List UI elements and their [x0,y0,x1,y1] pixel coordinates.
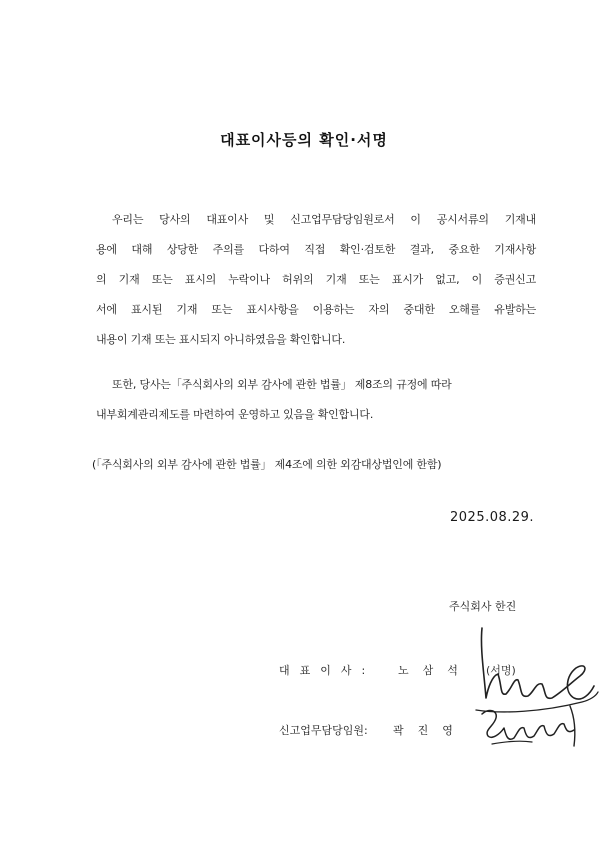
internal-control-paragraph [96,370,536,430]
confirmation-paragraph [96,205,536,355]
paragraph-line: 의 기재 또는 표시의 누락이나 허위의 기재 또는 표시가 없고, 이 증권신고 [96,273,536,286]
paragraph-line: 내용이 기재 또는 표시되지 아니하였음을 확인합니다. [96,333,346,346]
applicability-note: (「주식회사의 외부 감사에 관한 법률」 제4조에 의한 외감대상법인에 한함) [92,458,442,471]
signature-date: 2025.08.29. [450,510,535,525]
paragraph-line: 우리는 당사의 대표이사 및 신고업무담당임원로서 이 공시서류의 기재내 [112,213,536,226]
company-name: 주식회사 한진 [449,600,517,613]
officer-name: 곽진영 [393,724,467,737]
ceo-name: 노삼석 [398,664,472,677]
ceo-role-label: 대표이사: [279,664,376,677]
paragraph-line: 내부회계관리제도를 마련하여 운영하고 있음을 확인합니다. [96,408,374,421]
paragraph-line: 또한, 당사는「주식회사의 외부 감사에 관한 법률」 제8조의 규정에 따라 [112,378,452,391]
signature-mark-label: (서명) [486,664,516,677]
officer-role-label: 신고업무담당임원: [279,724,368,737]
document-title: 대표이사등의 확인·서명 [220,131,388,149]
paragraph-line: 용에 대해 상당한 주의를 다하여 직접 확인·검토한 결과, 중요한 기재사항 [96,243,536,256]
officer-handwritten-signature-icon [474,700,584,752]
ceo-handwritten-signature-icon [462,618,602,718]
paragraph-line: 서에 표시된 기재 또는 표시사항을 이용하는 자의 중대한 오해를 유발하는 [96,303,536,316]
